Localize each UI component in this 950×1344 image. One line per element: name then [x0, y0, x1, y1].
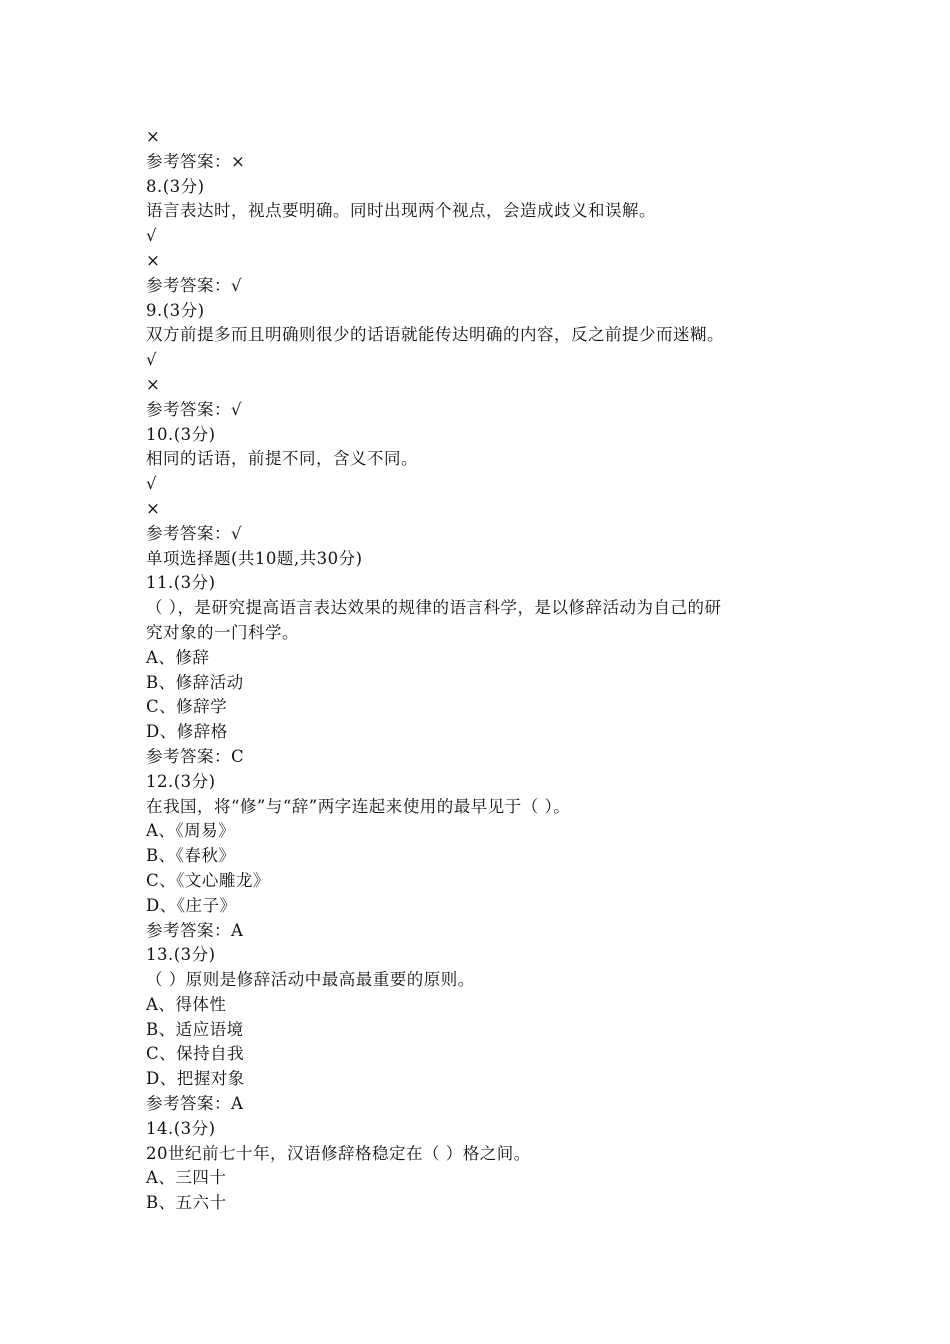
section-heading: 单项选择题(共10题,共30分) [146, 548, 363, 568]
option-a: A、得体性 [146, 994, 227, 1014]
option-a: A、三四十 [146, 1168, 227, 1188]
answer-line: 参考答案：A [146, 1094, 244, 1114]
option-b: B、适应语境 [146, 1019, 244, 1039]
option-true: √ [146, 474, 158, 494]
question-text: 语言表达时，视点要明确。同时出现两个视点，会造成歧义和误解。 [146, 201, 656, 221]
question-number: 14.(3分) [146, 1118, 216, 1138]
question-text: 双方前提多而且明确则很少的话语就能传达明确的内容，反之前提少而迷糊。 [146, 325, 724, 345]
question-text: （ ），是研究提高语言表达效果的规律的语言科学，是以修辞活动为自己的研 [146, 598, 722, 618]
question-number: 12.(3分) [146, 771, 216, 791]
question-text: （ ）原则是修辞活动中最高最重要的原则。 [146, 970, 475, 990]
option-b: B、修辞活动 [146, 672, 244, 692]
answer-line: 参考答案：A [146, 920, 244, 940]
option-false: × [146, 498, 161, 518]
option-a: A、《周易》 [146, 821, 236, 841]
question-text-continued: 究对象的一门科学。 [146, 622, 299, 642]
option-d: D、修辞格 [146, 722, 228, 742]
text-line: × [146, 127, 161, 146]
question-number: 10.(3分) [146, 424, 216, 444]
question-number: 11.(3分) [146, 573, 216, 593]
option-false: × [146, 250, 161, 270]
option-false: × [146, 374, 161, 394]
question-number: 9.(3分) [146, 300, 205, 320]
option-d: D、《庄子》 [146, 895, 237, 915]
document-body [146, 125, 826, 1216]
question-number: 13.(3分) [146, 945, 216, 965]
option-true: √ [146, 226, 158, 246]
answer-line: 参考答案：√ [146, 399, 243, 419]
question-text: 在我国，将“修”与“辞”两字连起来使用的最早见于（ ）。 [146, 796, 571, 816]
answer-line: 参考答案：× [146, 151, 246, 171]
question-text: 相同的话语，前提不同，含义不同。 [146, 449, 418, 469]
answer-line: 参考答案：√ [146, 275, 243, 295]
option-a: A、修辞 [146, 647, 210, 667]
option-b: B、五六十 [146, 1193, 227, 1213]
question-text: 20世纪前七十年，汉语修辞格稳定在（ ）格之间。 [146, 1143, 531, 1163]
option-b: B、《春秋》 [146, 846, 236, 866]
answer-line: 参考答案：√ [146, 523, 243, 543]
option-true: √ [146, 350, 158, 370]
option-d: D、把握对象 [146, 1069, 245, 1089]
option-c: C、保持自我 [146, 1044, 245, 1064]
question-number: 8.(3分) [146, 176, 205, 196]
answer-line: 参考答案：C [146, 746, 245, 766]
option-c: C、修辞学 [146, 697, 228, 717]
option-c: C、《文心雕龙》 [146, 870, 270, 890]
